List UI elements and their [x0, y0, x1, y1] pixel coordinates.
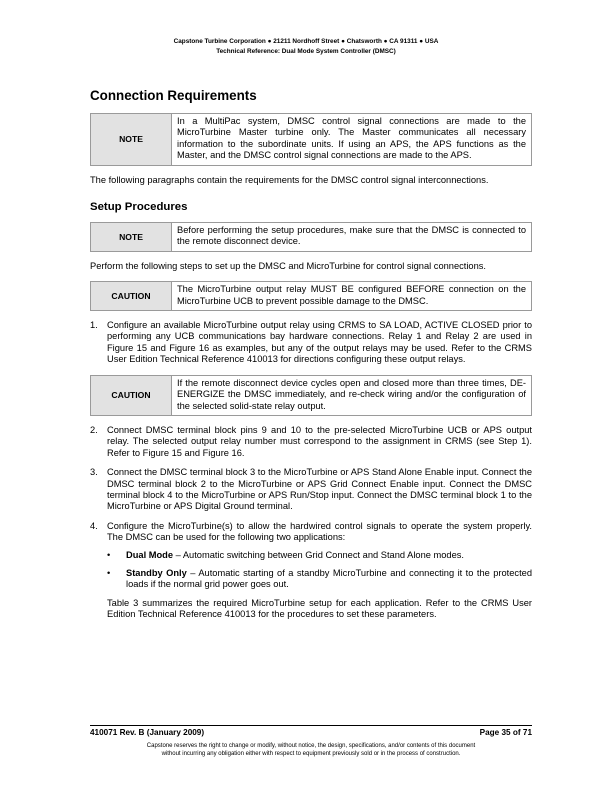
caution-text: If the remote disconnect device cycles open and closed more than three times, DE-ENERGIZE the DMSC immediately, and re-check wiring and/or the configuration of the selected solid-state relay output. — [177, 377, 526, 411]
note-text: In a MultiPac system, DMSC control signal connections are made to the MicroTurbine Master turbine only. The Master communicates all necessary information to the subordinate units. If using an APS, the APS functions as the Master, and the DMSC control signal connections are made to the APS. — [177, 116, 526, 161]
footer-disclaimer — [90, 742, 532, 758]
setup-note — [90, 222, 532, 252]
step-1 — [90, 320, 532, 366]
step-text: Connect DMSC terminal block pins 9 and 10 to the pre-selected MicroTurbine UCB or APS output relay. The selected output relay number must correspond to the assignment in CRMS (see Step 1). Refer to Figure 15 and Figure 16. — [107, 424, 532, 458]
setup-intro: Perform the following steps to set up the DMSC and MicroTurbine for control signal connections. — [90, 260, 486, 271]
footer-divider — [90, 725, 532, 726]
bullet-term: Dual Mode — [126, 549, 174, 560]
header-company-line: Capstone Turbine Corporation ● 21211 Nordhoff Street ● Chatsworth ● CA 91311 ● USA — [173, 38, 439, 45]
step-2 — [90, 425, 532, 459]
bullet-dot-icon: • — [107, 549, 111, 560]
step-3 — [90, 467, 532, 513]
step-4 — [90, 521, 532, 621]
step-number: 1. — [90, 320, 98, 331]
step-text: Configure the MicroTurbine(s) to allow the hardwired control signals to operate the system properly. The DMSC can be used for the following two applications: — [107, 520, 532, 543]
setup-caution — [90, 281, 532, 311]
page-footer — [90, 728, 532, 737]
disclaimer-line: without incurring any obligation either with respect to equipment previously sold or in the process of construction. — [161, 751, 461, 757]
bullet-text: – Automatic starting of a standby MicroTurbine and connecting it to the protected loads if the normal grid power goes out. — [126, 567, 532, 590]
bullet-standby-only — [107, 568, 532, 591]
connection-intro: The following paragraphs contain the requirements for the DMSC control signal interconnections. — [90, 174, 489, 185]
footer-page-number: Page 35 of 71 — [479, 728, 532, 737]
connection-note — [90, 113, 532, 166]
application-bullet-list — [107, 550, 532, 591]
caution-label: CAUTION — [91, 282, 172, 310]
note-label: NOTE — [91, 114, 172, 165]
step-1-caution — [90, 375, 532, 416]
note-text: Before performing the setup procedures, make sure that the DMSC is connected to the remote disconnect device. — [177, 225, 526, 247]
step-text: Connect the DMSC terminal block 3 to the MicroTurbine or APS Stand Alone Enable input. Connect the DMSC terminal block 2 to the MicroTurbine or APS Grid Connect Enable input. Connect the DMSC terminal block 4 to the MicroTurbine or APS Run/Stop input. Connect the DMSC terminal block 1 to the MicroTurbine or APS Digital Ground terminal. — [107, 467, 532, 512]
note-label: NOTE — [91, 223, 172, 251]
setup-procedures-heading: Setup Procedures — [90, 201, 188, 214]
step-text: Configure an available MicroTurbine output relay using CRMS to SA LOAD, ACTIVE CLOSED prior to performing any UCB communications bay hardware connections. Relay 1 and Relay 2 are used in Figure 15 and Figure 16 as examples, but any of the output relays may be used. Refer to the CRMS User Edition Technical Reference 410013 for directions configuring these output relays. — [107, 320, 532, 365]
header-title-line: Technical Reference: Dual Mode System Controller (DMSC) — [216, 47, 396, 55]
bullet-dot-icon: • — [107, 567, 111, 578]
page-header — [0, 37, 612, 56]
bullet-term: Standby Only — [126, 567, 187, 578]
step-number: 2. — [90, 424, 98, 435]
setup-steps-list — [90, 320, 532, 621]
bullet-dual-mode — [107, 550, 532, 561]
bullet-text: – Automatic switching between Grid Connect and Stand Alone modes. — [173, 549, 464, 560]
caution-text: The MicroTurbine output relay MUST BE configured BEFORE connection on the MicroTurbine UCB to prevent possible damage to the DMSC. — [177, 284, 526, 306]
step-number: 4. — [90, 520, 98, 531]
connection-requirements-heading: Connection Requirements — [90, 88, 257, 103]
page-content — [90, 88, 532, 629]
step-number: 3. — [90, 467, 98, 478]
footer-doc-id: 410071 Rev. B (January 2009) — [90, 728, 205, 737]
disclaimer-line: Capstone reserves the right to change or modify, without notice, the design, specifications, and/or contents of this document — [146, 743, 476, 749]
caution-label: CAUTION — [91, 376, 172, 415]
step-4-summary: Table 3 summarizes the required MicroTurbine setup for each application. Refer to the CRMS User Edition Technical Reference 410013 for the procedures to set these parameters. — [107, 597, 532, 620]
